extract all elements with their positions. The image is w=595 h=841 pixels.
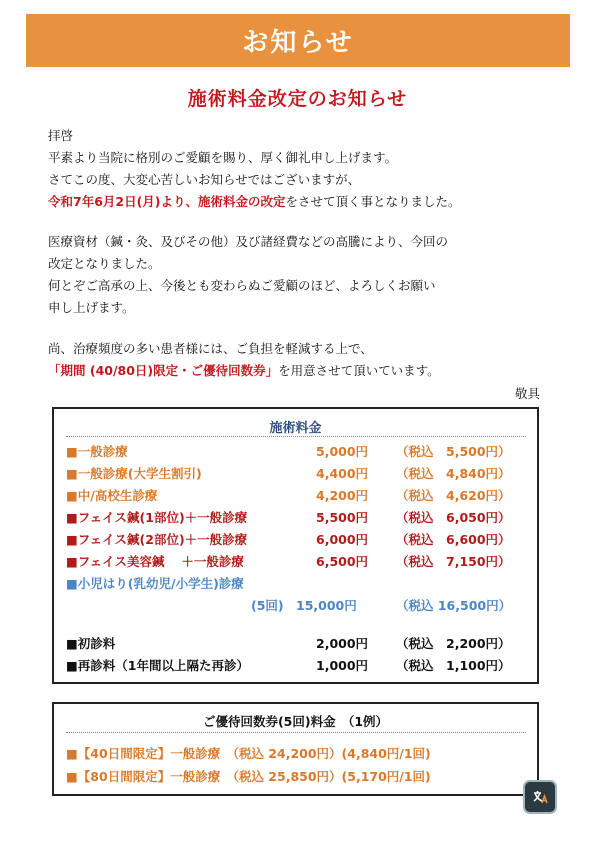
fee-row-tax: （税込 4,840円） bbox=[396, 466, 511, 481]
paragraph-line-9-rest: を用意させて頂いています。 bbox=[278, 363, 440, 378]
fee-row bbox=[66, 530, 536, 550]
revision-date-highlight: 令和7年6月2日(月)より、施術料金の改定 bbox=[48, 194, 286, 209]
coupon-title: ご優待回数券(5回)料金 （1例） bbox=[202, 714, 389, 729]
paragraph-line-8: 尚、治療頻度の多い患者様には、ご負担を軽減する上で、 bbox=[48, 341, 373, 356]
paragraph-line-3-rest: をさせて頂く事となりました。 bbox=[285, 194, 461, 209]
fee-row bbox=[66, 486, 536, 506]
fee-table-divider bbox=[66, 436, 526, 437]
fee-row-tax: （税込 2,200円） bbox=[396, 636, 511, 651]
fee-row-name: ■フェイス鍼(2部位)＋一般診療 bbox=[66, 532, 248, 547]
fee-row-name: ■フェイス鍼(1部位)＋一般診療 bbox=[66, 510, 248, 525]
coupon-highlight: 「期間 (40/80日)限定・ご優待回数券」 bbox=[48, 363, 279, 378]
fee-row-price: 6,000円 bbox=[316, 532, 369, 547]
fee-row-tax: （税込 6,600円） bbox=[396, 532, 511, 547]
fee-row-name: ■中/高校生診療 bbox=[66, 488, 158, 503]
greeting: 拝啓 bbox=[48, 128, 74, 143]
banner-title: お知らせ bbox=[242, 28, 354, 58]
fee-table bbox=[52, 407, 539, 684]
paragraph-line-1: 平素より当院に格別のご愛顧を賜り、厚く御礼申し上げます。 bbox=[48, 150, 398, 165]
fee-row bbox=[66, 634, 536, 654]
coupon-divider bbox=[66, 732, 526, 733]
fee-row-name: ■初診料 bbox=[66, 636, 116, 651]
page-headline: 施術料金改定のお知らせ bbox=[187, 88, 408, 110]
paragraph-line-2: さてこの度、大変心苦しいお知らせではございますが、 bbox=[48, 172, 361, 187]
paragraph-line-7: 申し上げます。 bbox=[48, 300, 135, 315]
fee-row bbox=[66, 574, 536, 594]
translate-icon bbox=[530, 787, 550, 807]
paragraph-line-6: 何とぞご高承の上、今後とも変わらぬご愛顧のほど、よろしくお願い bbox=[48, 278, 436, 293]
fee-table-title: 施術料金 bbox=[269, 421, 322, 436]
fee-row-price: 6,500円 bbox=[316, 554, 369, 569]
fee-row-name: ■一般診療 bbox=[66, 444, 128, 459]
paragraph-line-5: 改定となりました。 bbox=[48, 256, 161, 271]
paragraph-line-4: 医療資材（鍼・灸、及びその他）及び諸経費などの高騰により、今回の bbox=[48, 234, 449, 249]
fee-row-tax: （税込 4,620円） bbox=[396, 488, 511, 503]
fee-row-tax: （税込 5,500円） bbox=[396, 444, 511, 459]
translate-button[interactable] bbox=[523, 780, 557, 814]
coupon-item: ■【80日間限定】一般診療 （税込 25,850円）(5,170円/1回) bbox=[66, 769, 431, 784]
fee-row bbox=[66, 442, 536, 462]
paragraph-line-3 bbox=[48, 194, 461, 210]
fee-row-name: ■再診料（1年間以上隔た再診） bbox=[66, 658, 250, 673]
fee-row-continuation bbox=[66, 596, 536, 616]
closing-word: 敬具 bbox=[514, 386, 540, 401]
fee-row-name: ■一般診療(大学生割引) bbox=[66, 466, 202, 481]
fee-row-price: 15,000円 bbox=[296, 598, 357, 613]
fee-row-price: 4,400円 bbox=[316, 466, 369, 481]
fee-row-price: 4,200円 bbox=[316, 488, 369, 503]
fee-row-tax: （税込 1,100円） bbox=[396, 658, 511, 673]
fee-row-tax: （税込 16,500円） bbox=[396, 598, 512, 613]
fee-row-name: ■フェイス美容鍼 ＋一般診療 bbox=[66, 554, 244, 569]
coupon-item: ■【40日間限定】一般診療 （税込 24,200円）(4,840円/1回) bbox=[66, 746, 431, 761]
fee-row-price: 2,000円 bbox=[316, 636, 369, 651]
fee-row-price: 5,000円 bbox=[316, 444, 369, 459]
fee-row-price: 1,000円 bbox=[316, 658, 369, 673]
fee-row-count: (5回) bbox=[251, 598, 284, 613]
paragraph-line-9 bbox=[48, 363, 440, 379]
fee-row-tax: （税込 6,050円） bbox=[396, 510, 511, 525]
notice-banner bbox=[26, 14, 570, 67]
fee-row bbox=[66, 508, 536, 528]
fee-row-name: ■小児はり(乳幼児/小学生)診療 bbox=[66, 576, 244, 591]
coupon-box bbox=[52, 702, 539, 796]
fee-row bbox=[66, 656, 536, 676]
fee-row bbox=[66, 552, 536, 572]
fee-row-tax: （税込 7,150円） bbox=[396, 554, 511, 569]
fee-row-price: 5,500円 bbox=[316, 510, 369, 525]
fee-row bbox=[66, 464, 536, 484]
